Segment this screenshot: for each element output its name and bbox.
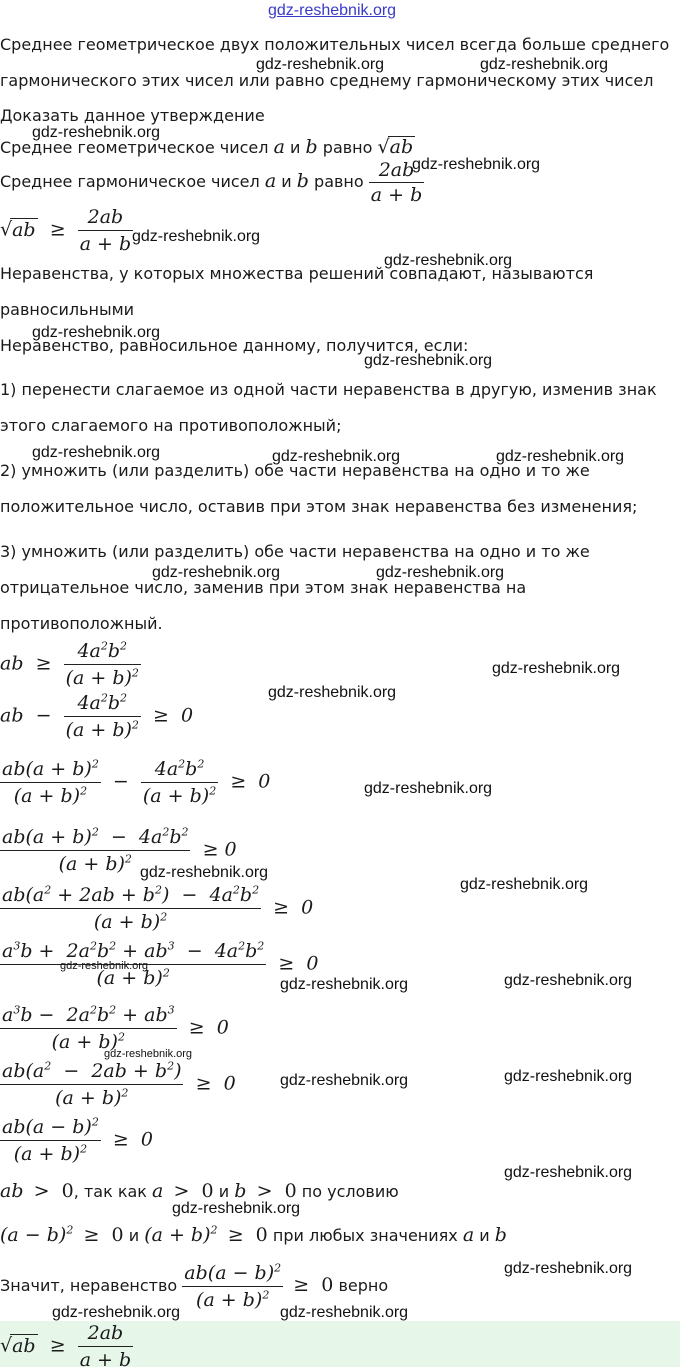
watermark-text: gdz-reshebnik.org xyxy=(280,976,409,993)
rule-1-line-2: этого слагаемого на противоположный; xyxy=(0,416,342,435)
rule-2-line-1: 2) умножить (или разделить) обе части неравенства на одно и то же xyxy=(0,461,590,480)
main-inequality: √ab ≥ $\frac{2ab}{a + b}$ xyxy=(0,206,132,255)
step-3: $\frac{ab(a + b)^2}{(a + b)^2}$ − $\frac{4a^2b^2}{(a + b)^2}$ ≥ 0 xyxy=(2,757,271,807)
watermark-text: gdz-reshebnik.org xyxy=(152,564,281,581)
watermark-text: gdz-reshebnik.org xyxy=(280,1304,409,1321)
var-b: b xyxy=(296,170,309,192)
watermark-text: gdz-reshebnik.org xyxy=(496,448,625,465)
equals-word: равно xyxy=(314,172,364,191)
watermark-text: gdz-reshebnik.org xyxy=(504,972,633,989)
squares-nonnegative-line: $(a - b)^2 \ge 0$ и $(a + b)^2 \ge 0$ при любых значениях a и b xyxy=(0,1223,507,1246)
therefore-line: Значит, неравенство $\frac{ab(a - b)^2}{(a + b)^2}$ ≥ 0 верно xyxy=(0,1261,389,1311)
step-9: $\frac{ab(a - b)^2}{(a + b)^2}$ ≥ 0 xyxy=(2,1115,153,1165)
statement-line-1: Среднее геометрическое двух положительных чисел всегда больше среднего xyxy=(0,35,670,54)
watermark-text: gdz-reshebnik.org xyxy=(32,324,161,341)
watermark-text: gdz-reshebnik.org xyxy=(268,684,397,701)
watermark-text: gdz-reshebnik.org xyxy=(132,228,261,245)
step-8: $\frac{ab(a^2 - 2ab + b^2)}{(a + b)^2}$ ≥ 0 xyxy=(2,1059,236,1109)
rule-intro: Неравенство, равносильное данному, получится, если: xyxy=(0,336,469,355)
watermark-text: gdz-reshebnik.org xyxy=(412,156,541,173)
task-line: Доказать данное утверждение xyxy=(0,106,265,125)
watermark-text: gdz-reshebnik.org xyxy=(480,56,609,73)
step-6: $\frac{a^3b + 2a^2b^2 + ab^3 - 4a^2b^2}{(a + b)^2}$ ≥ 0 xyxy=(2,939,319,989)
rule-1-line-1: 1) перенести слагаемое из одной части неравенства в другую, изменив знак xyxy=(0,380,657,399)
final-inequality: √ab ≥ $\frac{2ab}{a + b}$ xyxy=(0,1322,132,1371)
var-b: b xyxy=(305,136,318,158)
var-a: a xyxy=(273,136,285,158)
step-1: ab ≥ $\frac{4a^2b^2}{(a + b)^2}$ xyxy=(0,639,139,689)
rule-2-line-2: положительное число, оставив при этом знак неравенства без изменения; xyxy=(0,497,638,516)
harmonic-fraction: $\frac{2ab}{a + b}$ xyxy=(370,159,423,206)
rule-3-line-1: 3) умножить (или разделить) обе части неравенства на одно и то же xyxy=(0,542,590,561)
sqrt-ab: √ab xyxy=(377,136,414,158)
watermark-text: gdz-reshebnik.org xyxy=(32,444,161,461)
watermark-text: gdz-reshebnik.org xyxy=(376,564,505,581)
watermark-text: gdz-reshebnik.org xyxy=(460,876,589,893)
step-2: ab − $\frac{4a^2b^2}{(a + b)^2}$ ≥ 0 xyxy=(0,691,194,741)
step-5: $\frac{ab(a^2 + 2ab + b^2) - 4a^2b^2}{(a + b)^2}$ ≥ 0 xyxy=(2,883,314,933)
rule-3-line-3: противоположный. xyxy=(0,614,163,633)
watermark-text: gdz-reshebnik.org xyxy=(364,780,493,797)
geometric-mean-prefix: Среднее геометрическое чисел xyxy=(0,138,269,157)
and-word: и xyxy=(281,172,292,191)
and-word: и xyxy=(290,138,301,157)
watermark-text: gdz-reshebnik.org xyxy=(364,352,493,369)
watermark-text: gdz-reshebnik.org xyxy=(140,864,269,881)
watermark-text-small: gdz-reshebnik.org xyxy=(60,960,149,972)
watermark-text: gdz-reshebnik.org xyxy=(384,252,513,269)
equals-word: равно xyxy=(322,138,373,157)
step-7: $\frac{a^3b - 2a^2b^2 + ab^3}{(a + b)^2}$ ≥ 0 xyxy=(2,1003,229,1053)
watermark-text: gdz-reshebnik.org xyxy=(504,1068,633,1085)
watermark-text: gdz-reshebnik.org xyxy=(492,660,621,677)
watermark-text-small: gdz-reshebnik.org xyxy=(104,1048,193,1060)
watermark-text: gdz-reshebnik.org xyxy=(504,1164,633,1181)
harmonic-mean-line xyxy=(0,160,424,205)
watermark-text: gdz-reshebnik.org xyxy=(32,124,161,141)
condition-line: ab > 0, так как a > 0 и b > 0 по условию xyxy=(0,1180,399,1202)
watermark-text: gdz-reshebnik.org xyxy=(504,1260,633,1277)
equivalence-line-2: равносильными xyxy=(0,300,135,319)
watermark-text: gdz-reshebnik.org xyxy=(172,1200,301,1217)
watermark-text: gdz-reshebnik.org xyxy=(280,1072,409,1089)
rule-3-line-2: отрицательное число, заменив при этом знак неравенства на xyxy=(0,578,527,597)
step-4: $\frac{ab(a + b)^2 - 4a^2b^2}{(a + b)^2}$ ≥ 0 xyxy=(2,825,237,875)
watermark-text: gdz-reshebnik.org xyxy=(52,1304,181,1321)
top-watermark[interactable]: gdz-reshebnik.org xyxy=(268,2,397,19)
equivalence-line-1: Неравенства, у которых множества решений совпадают, называются xyxy=(0,264,594,283)
watermark-text: gdz-reshebnik.org xyxy=(272,448,401,465)
statement-line-2: гармонического этих чисел или равно среднему гармоническому этих чисел xyxy=(0,71,654,90)
watermark-text: gdz-reshebnik.org xyxy=(256,56,385,73)
var-a: a xyxy=(264,170,277,192)
harmonic-mean-prefix: Среднее гармоническое чисел xyxy=(0,172,260,191)
